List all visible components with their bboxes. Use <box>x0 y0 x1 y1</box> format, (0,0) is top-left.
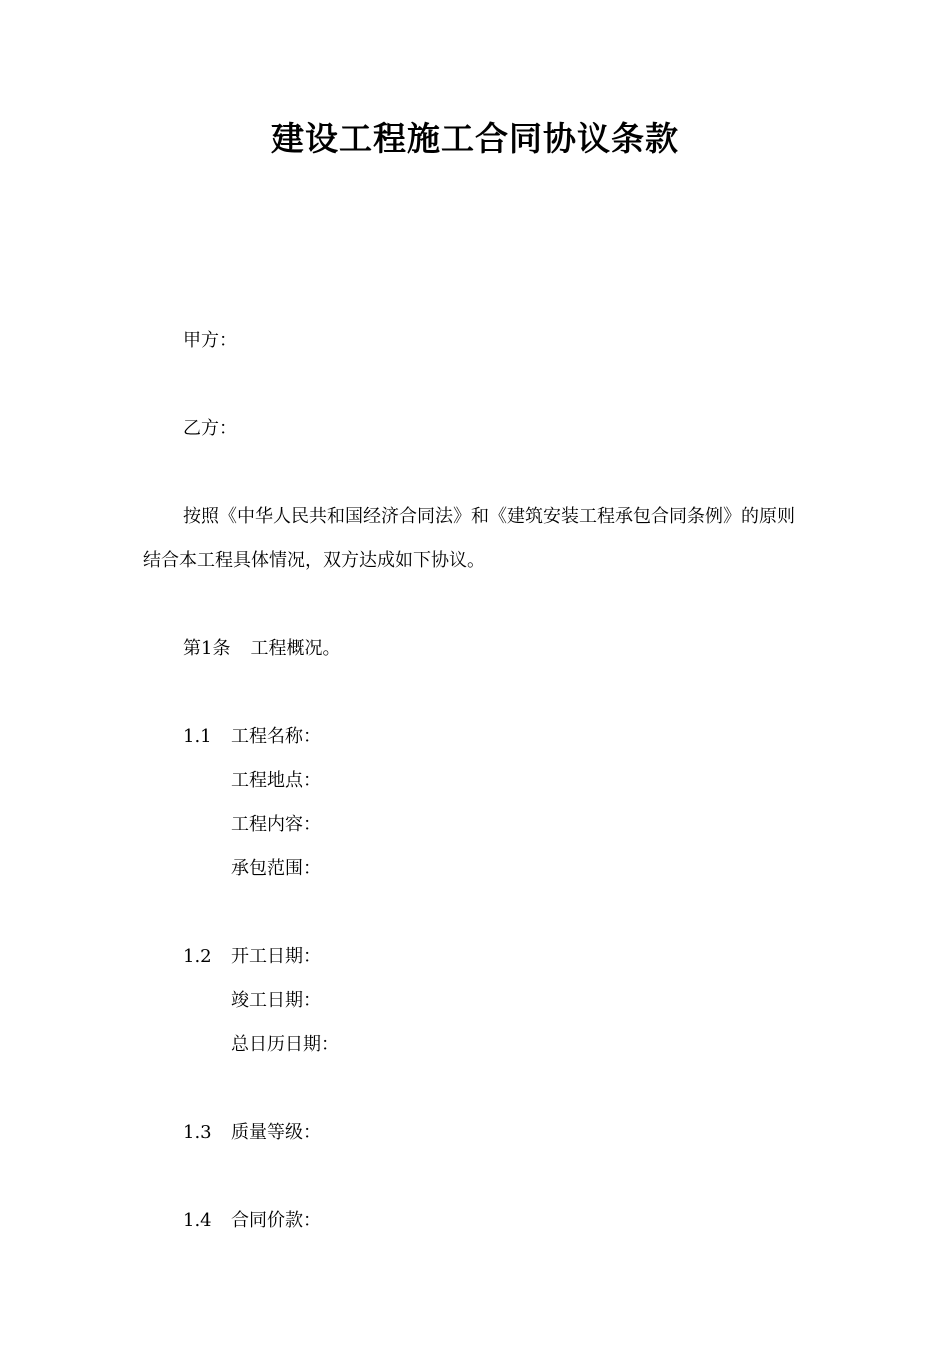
section-number: 1.3 <box>183 1122 212 1143</box>
field-label-quality-grade: 质量等级： <box>231 1122 321 1143</box>
field-label-project-content: 工程内容： <box>231 814 321 835</box>
field-label-contract-price: 合同价款： <box>231 1210 321 1231</box>
section-number: 1.4 <box>183 1210 212 1231</box>
intro-paragraph-line-1: 按照《中华人民共和国经济合同法》和《建筑安装工程承包合同条例》的原则 <box>183 506 795 527</box>
field-label-project-location: 工程地点： <box>231 770 321 791</box>
section-number: 1.2 <box>183 946 212 967</box>
article-title: 工程概况。 <box>250 638 341 659</box>
field-label-total-calendar-days: 总日历日期： <box>231 1034 339 1055</box>
article-number: 第1条 <box>183 638 231 659</box>
party-a-label: 甲方： <box>183 330 237 351</box>
section-1-1-row-1 <box>183 724 321 750</box>
field-label-start-date: 开工日期： <box>231 946 321 967</box>
section-1-4-row-1 <box>183 1208 321 1234</box>
party-b-label: 乙方： <box>183 418 237 439</box>
intro-paragraph-line-2: 结合本工程具体情况，双方达成如下协议。 <box>143 550 485 571</box>
field-label-project-name: 工程名称： <box>231 726 321 747</box>
field-label-contract-scope: 承包范围： <box>231 858 321 879</box>
section-number: 1.1 <box>183 726 212 747</box>
article-1-heading <box>183 636 340 662</box>
document-title: 建设工程施工合同协议条款 <box>271 119 679 158</box>
field-label-completion-date: 竣工日期： <box>231 990 321 1011</box>
section-1-2-row-1 <box>183 944 321 970</box>
section-1-3-row-1 <box>183 1120 321 1146</box>
